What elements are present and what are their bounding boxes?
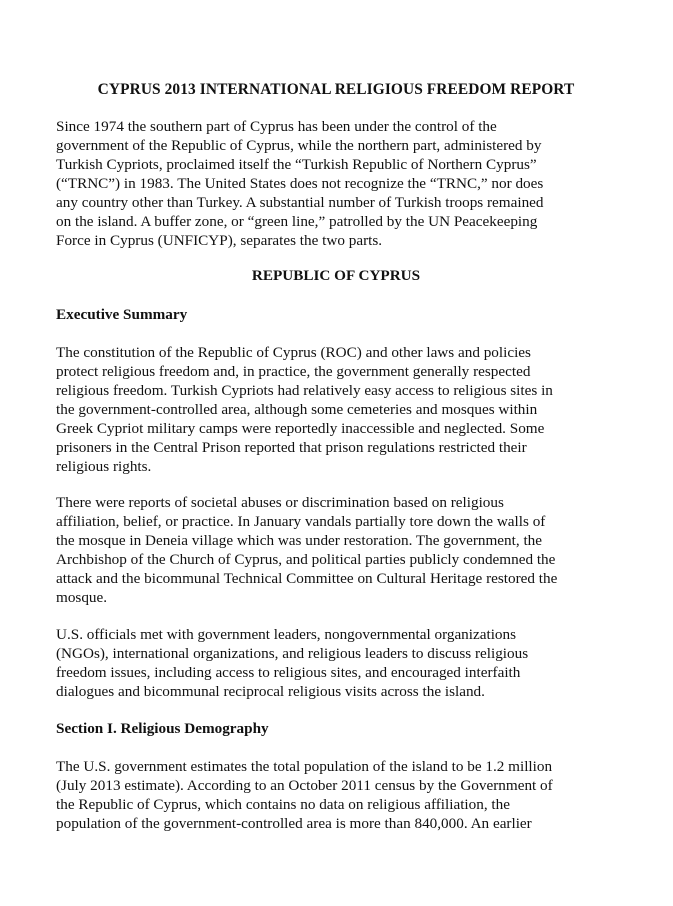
text-line: freedom issues, including access to religious sites, and encouraged interfaith (56, 664, 521, 681)
intro-paragraph (56, 117, 616, 250)
text-line: religious freedom. Turkish Cypriots had relatively easy access to religious sites in (56, 382, 553, 399)
text-line: (July 2013 estimate). According to an October 2011 census by the Government of (56, 777, 553, 794)
section-1-paragraph-1 (56, 757, 616, 833)
part-heading (56, 266, 616, 285)
text-line: Archbishop of the Church of Cyprus, and political parties publicly condemned the (56, 551, 556, 568)
text-line: religious rights. (56, 458, 152, 475)
executive-summary-paragraph-1 (56, 343, 616, 476)
text-line: attack and the bicommunal Technical Committee on Cultural Heritage restored the (56, 570, 558, 587)
text-line: Greek Cypriot military camps were reportedly inaccessible and neglected. Some (56, 420, 545, 437)
text-line: the Republic of Cyprus, which contains no data on religious affiliation, the (56, 796, 510, 813)
text-line: affiliation, belief, or practice. In January vandals partially tore down the walls of (56, 513, 546, 530)
text-line: Force in Cyprus (UNFICYP), separates the two parts. (56, 232, 383, 249)
text-line: Since 1974 the southern part of Cyprus has been under the control of the (56, 118, 497, 135)
text-line: on the island. A buffer zone, or “green line,” patrolled by the UN Peacekeeping (56, 213, 538, 230)
text-line: dialogues and bicommunal reciprocal religious visits across the island. (56, 683, 485, 700)
heading-text: Executive Summary (56, 306, 188, 323)
document-title (56, 80, 616, 99)
heading-text: Section I. Religious Demography (56, 720, 269, 737)
text-line: The U.S. government estimates the total population of the island to be 1.2 million (56, 758, 553, 775)
text-line: There were reports of societal abuses or discrimination based on religious (56, 494, 504, 511)
text-line: government of the Republic of Cyprus, while the northern part, administered by (56, 137, 542, 154)
text-line: prisoners in the Central Prison reported that prison regulations restricted their (56, 439, 527, 456)
text-line: any country other than Turkey. A substantial number of Turkish troops remained (56, 194, 544, 211)
text-line: protect religious freedom and, in practice, the government generally respected (56, 363, 531, 380)
title-text: CYPRUS 2013 INTERNATIONAL RELIGIOUS FREEDOM REPORT (97, 81, 575, 98)
text-line: (“TRNC”) in 1983. The United States does not recognize the “TRNC,” nor does (56, 175, 544, 192)
section-1-heading (56, 719, 616, 738)
text-line: The constitution of the Republic of Cyprus (ROC) and other laws and policies (56, 344, 531, 361)
text-line: the government-controlled area, although some cemeteries and mosques within (56, 401, 538, 418)
text-line: U.S. officials met with government leaders, nongovernmental organizations (56, 626, 517, 643)
text-line: mosque. (56, 589, 108, 606)
heading-text: REPUBLIC OF CYPRUS (251, 267, 421, 284)
text-line: (NGOs), international organizations, and religious leaders to discuss religious (56, 645, 529, 662)
executive-summary-paragraph-3 (56, 625, 616, 701)
executive-summary-heading (56, 305, 616, 324)
text-line: population of the government-controlled area is more than 840,000. An earlier (56, 815, 532, 832)
text-line: Turkish Cypriots, proclaimed itself the “Turkish Republic of Northern Cyprus” (56, 156, 537, 173)
text-line: the mosque in Deneia village which was under restoration. The government, the (56, 532, 542, 549)
executive-summary-paragraph-2 (56, 493, 616, 607)
